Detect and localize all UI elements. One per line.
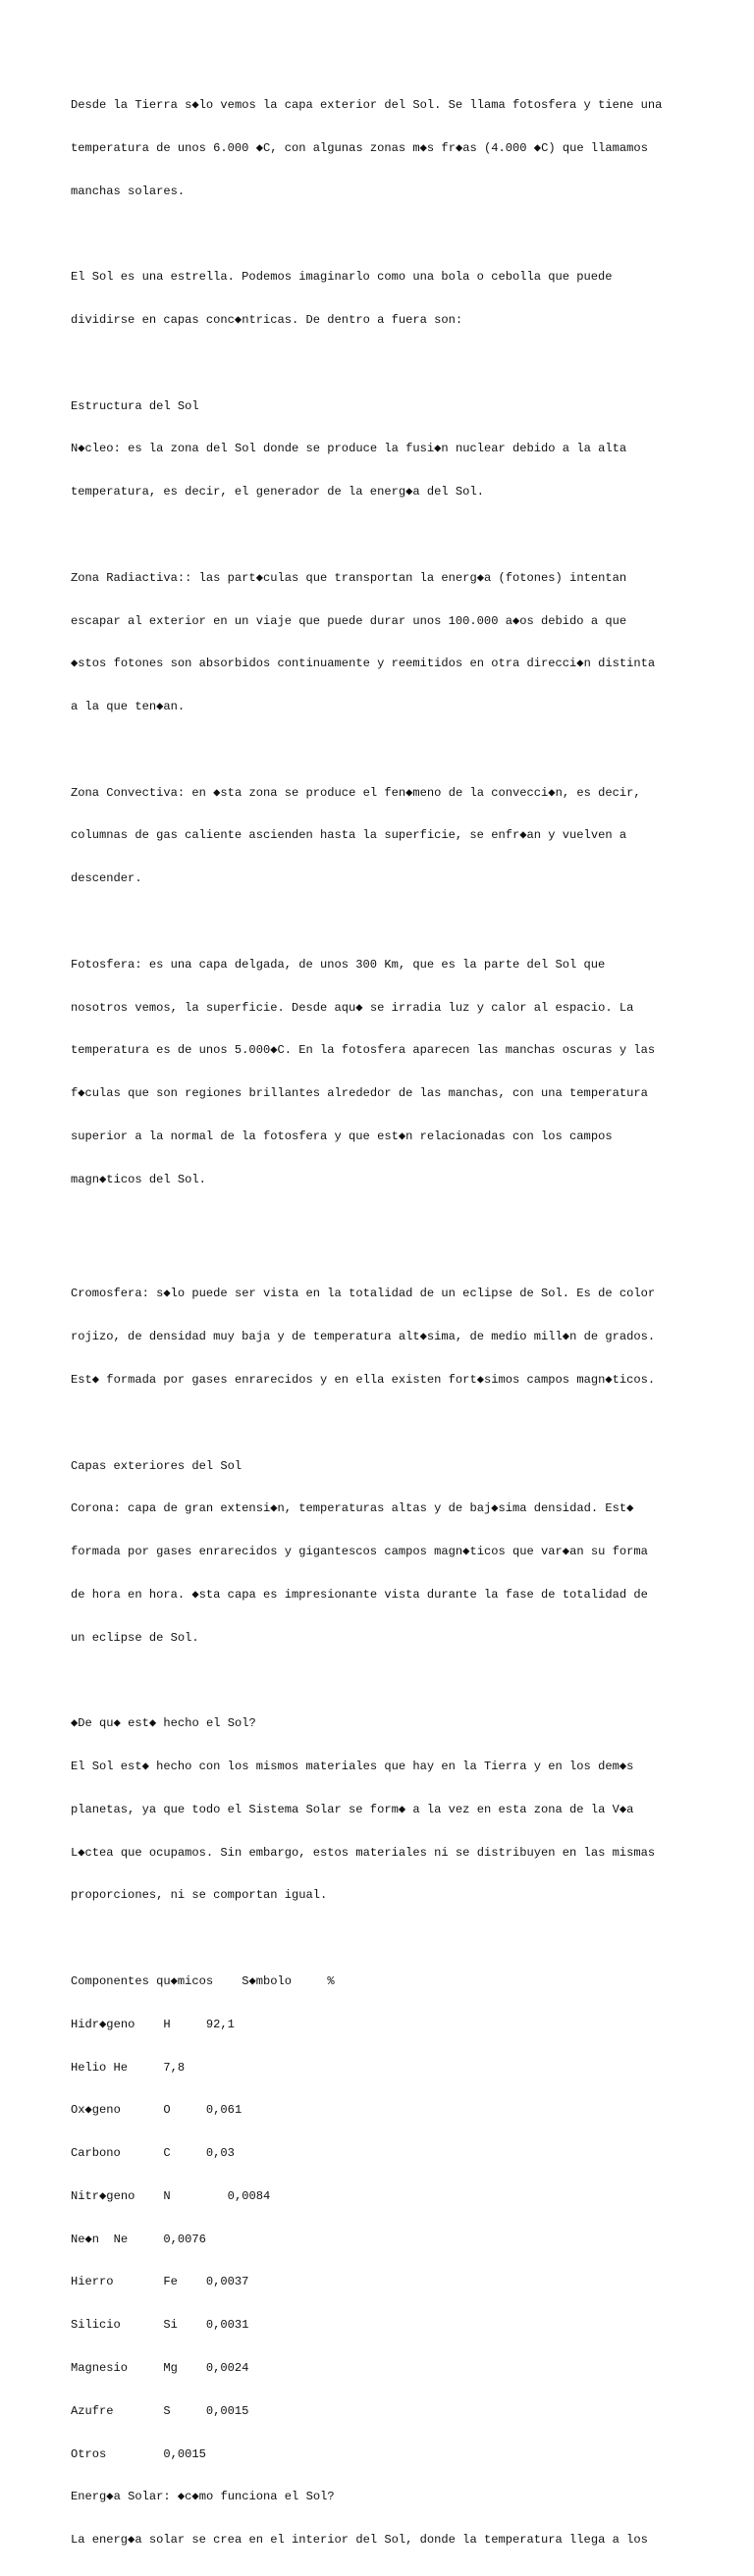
table-row: Hidr◆geno H 92,1 [71,2017,235,2031]
cromosfera-paragraph [71,1258,738,1416]
text-line: N◆cleo: es la zona del Sol donde se produce la fusi◆n nuclear debido a la alta [71,442,627,456]
text-line: temperatura es de unos 5.000◆C. En la fotosfera aparecen las manchas oscuras y las [71,1043,656,1058]
text-line: El Sol est◆ hecho con los mismos materiales que hay en la Tierra y en los dem◆s [71,1760,634,1774]
componentes-table [71,1946,738,2576]
text-line: columnas de gas caliente ascienden hasta la superficie, se enfr◆an y vuelven a [71,828,627,843]
text-line: nosotros vemos, la superficie. Desde aqu◆ se irradia luz y calor al espacio. La [71,1000,634,1015]
table-row: Magnesio Mg 0,0024 [71,2361,249,2376]
section-heading: Capas exteriores del Sol [71,1458,242,1473]
table-row: Helio He 7,8 [71,2060,186,2075]
estructura-paragraph [71,370,738,528]
text-line: Est◆ formada por gases enrarecidos y en ella existen fort◆simos campos magn◆ticos. [71,1373,656,1388]
section-heading: Estructura del Sol [71,398,199,413]
table-row: Hierro Fe 0,0037 [71,2275,249,2289]
table-row: Carbono C 0,03 [71,2146,235,2161]
text-line: El Sol es una estrella. Podemos imaginarlo como una bola o cebolla que puede [71,270,613,285]
text-line: escapar al exterior en un viaje que puede durar unos 100.000 a◆os debido a que [71,613,627,628]
text-line: rojizo, de densidad muy baja y de temperatura alt◆sima, de medio mill◆n de grados. [71,1330,656,1344]
convectiva-paragraph [71,758,738,916]
text-line: dividirse en capas conc◆ntricas. De dentro a fuera son: [71,313,463,328]
table-header: Componentes qu◆micos S◆mbolo % [71,1973,335,1988]
text-line: proporciones, ni se comportan igual. [71,1888,328,1903]
table-row: Ne◆n Ne 0,0076 [71,2232,206,2246]
text-line: Zona Convectiva: en ◆sta zona se produce el fen◆meno de la convecci◆n, es decir, [71,785,641,800]
text-line: superior a la normal de la fotosfera y que est◆n relacionadas con los campos [71,1129,613,1143]
text-line: a la que ten◆an. [71,700,186,714]
text-line: planetas, ya que todo el Sistema Solar se form◆ a la vez en esta zona de la V◆a [71,1802,634,1816]
text-line: Fotosfera: es una capa delgada, de unos 300 Km, que es la parte del Sol que [71,957,606,972]
table-row: Azufre S 0,0015 [71,2403,249,2418]
blank-space [71,1216,738,1259]
text-line: Zona Radiactiva:: las part◆culas que transportan la energ◆a (fotones) intentan [71,570,627,585]
text-line: temperatura, es decir, el generador de la energ◆a del Sol. [71,485,484,499]
text-line: de hora en hora. ◆sta capa es impresionante vista durante la fase de totalidad de [71,1587,648,1602]
table-row: Nitr◆geno N 0,0084 [71,2188,271,2203]
estrella-paragraph [71,241,738,356]
text-line: descender. [71,871,142,886]
table-row: Ox◆geno O 0,061 [71,2103,242,2118]
text-line: temperatura de unos 6.000 ◆C, con algunas zonas m◆s fr◆as (4.000 ◆C) que llamamos [71,140,648,155]
text-line: Corona: capa de gran extensi◆n, temperaturas altas y de baj◆sima densidad. Est◆ [71,1501,634,1516]
intro-paragraph [71,70,738,228]
radiactiva-paragraph [71,543,738,743]
text-line: un eclipse de Sol. [71,1630,199,1645]
text-line: La energ◆a solar se crea en el interior del Sol, donde la temperatura llega a los [71,2533,648,2548]
document-page [71,70,738,2576]
text-line: Desde la Tierra s◆lo vemos la capa exterior del Sol. Se llama fotosfera y tiene una [71,98,663,113]
text-line: f◆culas que son regiones brillantes alrededor de las manchas, con una temperatura [71,1086,648,1101]
text-line: formada por gases enrarecidos y gigantescos campos magn◆ticos que var◆an su forma [71,1545,648,1559]
text-line: Cromosfera: s◆lo puede ser vista en la totalidad de un eclipse de Sol. Es de color [71,1287,656,1301]
fotosfera-paragraph [71,929,738,1216]
section-heading: Energ◆a Solar: ◆c◆mo funciona el Sol? [71,2490,335,2504]
section-heading: ◆De qu◆ est◆ hecho el Sol? [71,1716,256,1731]
text-line: ◆stos fotones son absorbidos continuamente y reemitidos en otra direcci◆n distinta [71,657,656,671]
corona-paragraph [71,1430,738,1673]
table-row: Otros 0,0015 [71,2446,206,2461]
text-line: L◆ctea que ocupamos. Sin embargo, estos materiales ni se distribuyen en las mismas [71,1845,656,1860]
text-line: magn◆ticos del Sol. [71,1172,206,1186]
table-row: Silicio Si 0,0031 [71,2318,249,2333]
text-line: manchas solares. [71,184,186,198]
composicion-paragraph [71,1688,738,1931]
